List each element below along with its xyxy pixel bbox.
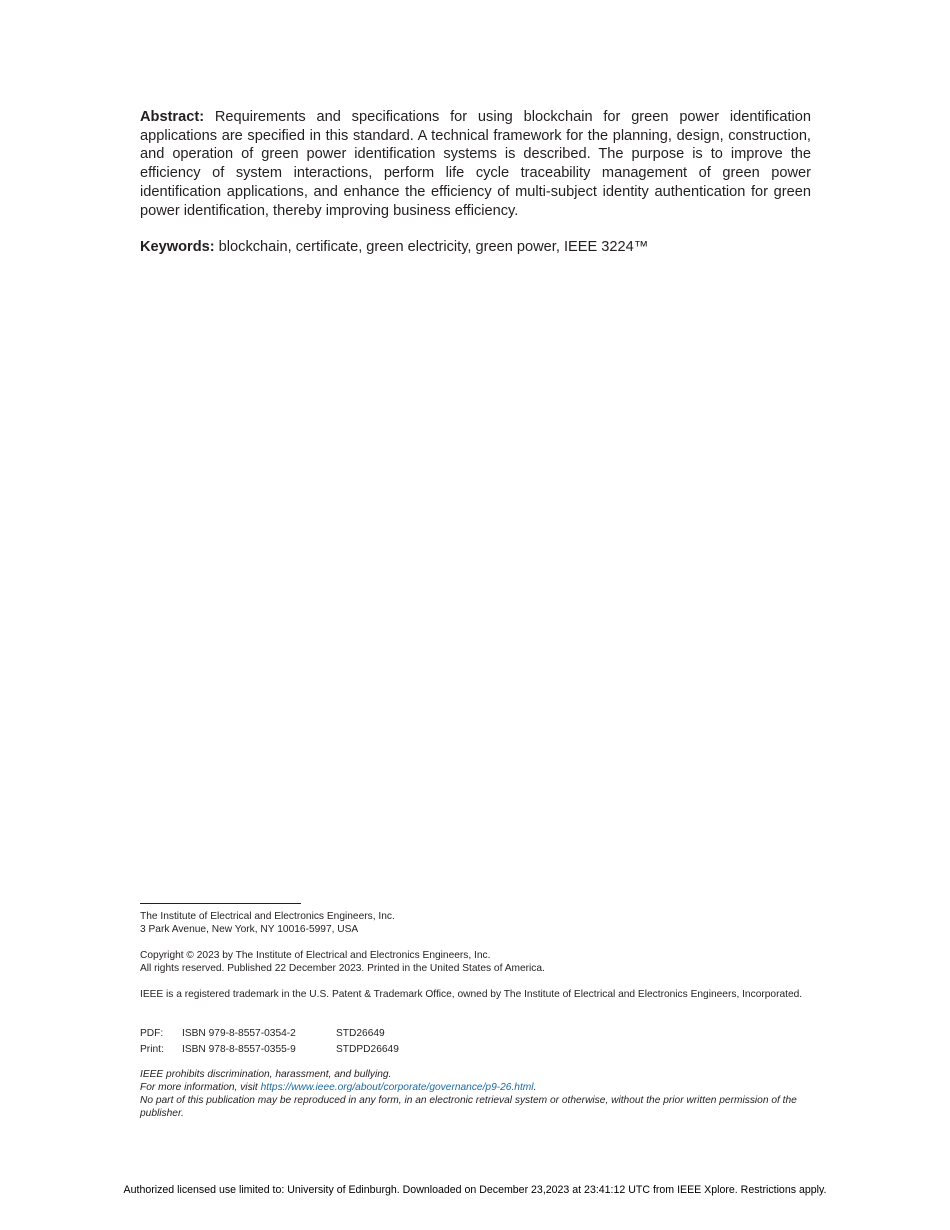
copyright-block: [140, 949, 812, 975]
reproduction-notice: No part of this publication may be reproduced in any form, in an electronic retrieval system or otherwise, without the prior written permission of the publisher.: [140, 1095, 797, 1119]
isbn-std-code: STDPD26649: [336, 1044, 399, 1055]
publisher-name: The Institute of Electrical and Electronics Engineers, Inc.: [140, 911, 395, 922]
publisher-block: [140, 910, 812, 936]
discrimination-notice: IEEE prohibits discrimination, harassment, and bullying.: [140, 1069, 392, 1080]
isbn-number: ISBN 979-8-8557-0354-2: [182, 1028, 296, 1039]
isbn-format: Print:: [140, 1044, 164, 1055]
abstract-text: Requirements and specifications for using blockchain for green power identification applications are specified in this standard. A technical framework for the planning, design, construction, and operation of green power identification systems is described. The purpose is to improve the efficiency of system interactions, perform life cycle traceability management of green power identification applications, and enhance the efficiency of multi-subject identity authentication for green power identification, thereby improving business efficiency.: [140, 109, 811, 219]
trademark-block: [140, 988, 812, 1001]
keywords-label: Keywords:: [140, 239, 215, 255]
isbn-number: ISBN 978-8-8557-0355-9: [182, 1044, 296, 1055]
authorized-use-footer: Authorized licensed use limited to: University of Edinburgh. Downloaded on December 23,2023 at 23:41:12 UTC from IEEE Xplore. Restrictions apply.: [123, 1184, 827, 1196]
trademark-text: IEEE is a registered trademark in the U.S. Patent & Trademark Office, owned by The Institute of Electrical and Electronics Engineers, Incorporated.: [140, 989, 803, 1000]
isbn-row-print: [140, 1042, 812, 1058]
governance-link[interactable]: https://www.ieee.org/about/corporate/governance/p9-26.html: [260, 1082, 534, 1093]
isbn-table: [140, 1026, 812, 1058]
more-info-line: [140, 1081, 812, 1094]
more-info-suffix: .: [533, 1082, 537, 1093]
copyright-line: Copyright © 2023 by The Institute of Electrical and Electronics Engineers, Inc.: [140, 950, 491, 961]
rights-line: All rights reserved. Published 22 December 2023. Printed in the United States of America.: [140, 963, 545, 974]
isbn-row-pdf: [140, 1026, 812, 1042]
abstract-label: Abstract:: [140, 109, 205, 125]
footnote-divider: [140, 903, 301, 904]
keywords-paragraph: [140, 238, 811, 257]
more-info-prefix: For more information, visit: [140, 1082, 261, 1093]
abstract-paragraph: [140, 108, 811, 220]
isbn-format: PDF:: [140, 1028, 164, 1039]
publisher-address: 3 Park Avenue, New York, NY 10016-5997, USA: [140, 924, 359, 935]
keywords-text: blockchain, certificate, green electricity, green power, IEEE 3224™: [218, 239, 649, 255]
isbn-std-code: STD26649: [336, 1028, 385, 1039]
notice-block: [140, 1068, 812, 1120]
